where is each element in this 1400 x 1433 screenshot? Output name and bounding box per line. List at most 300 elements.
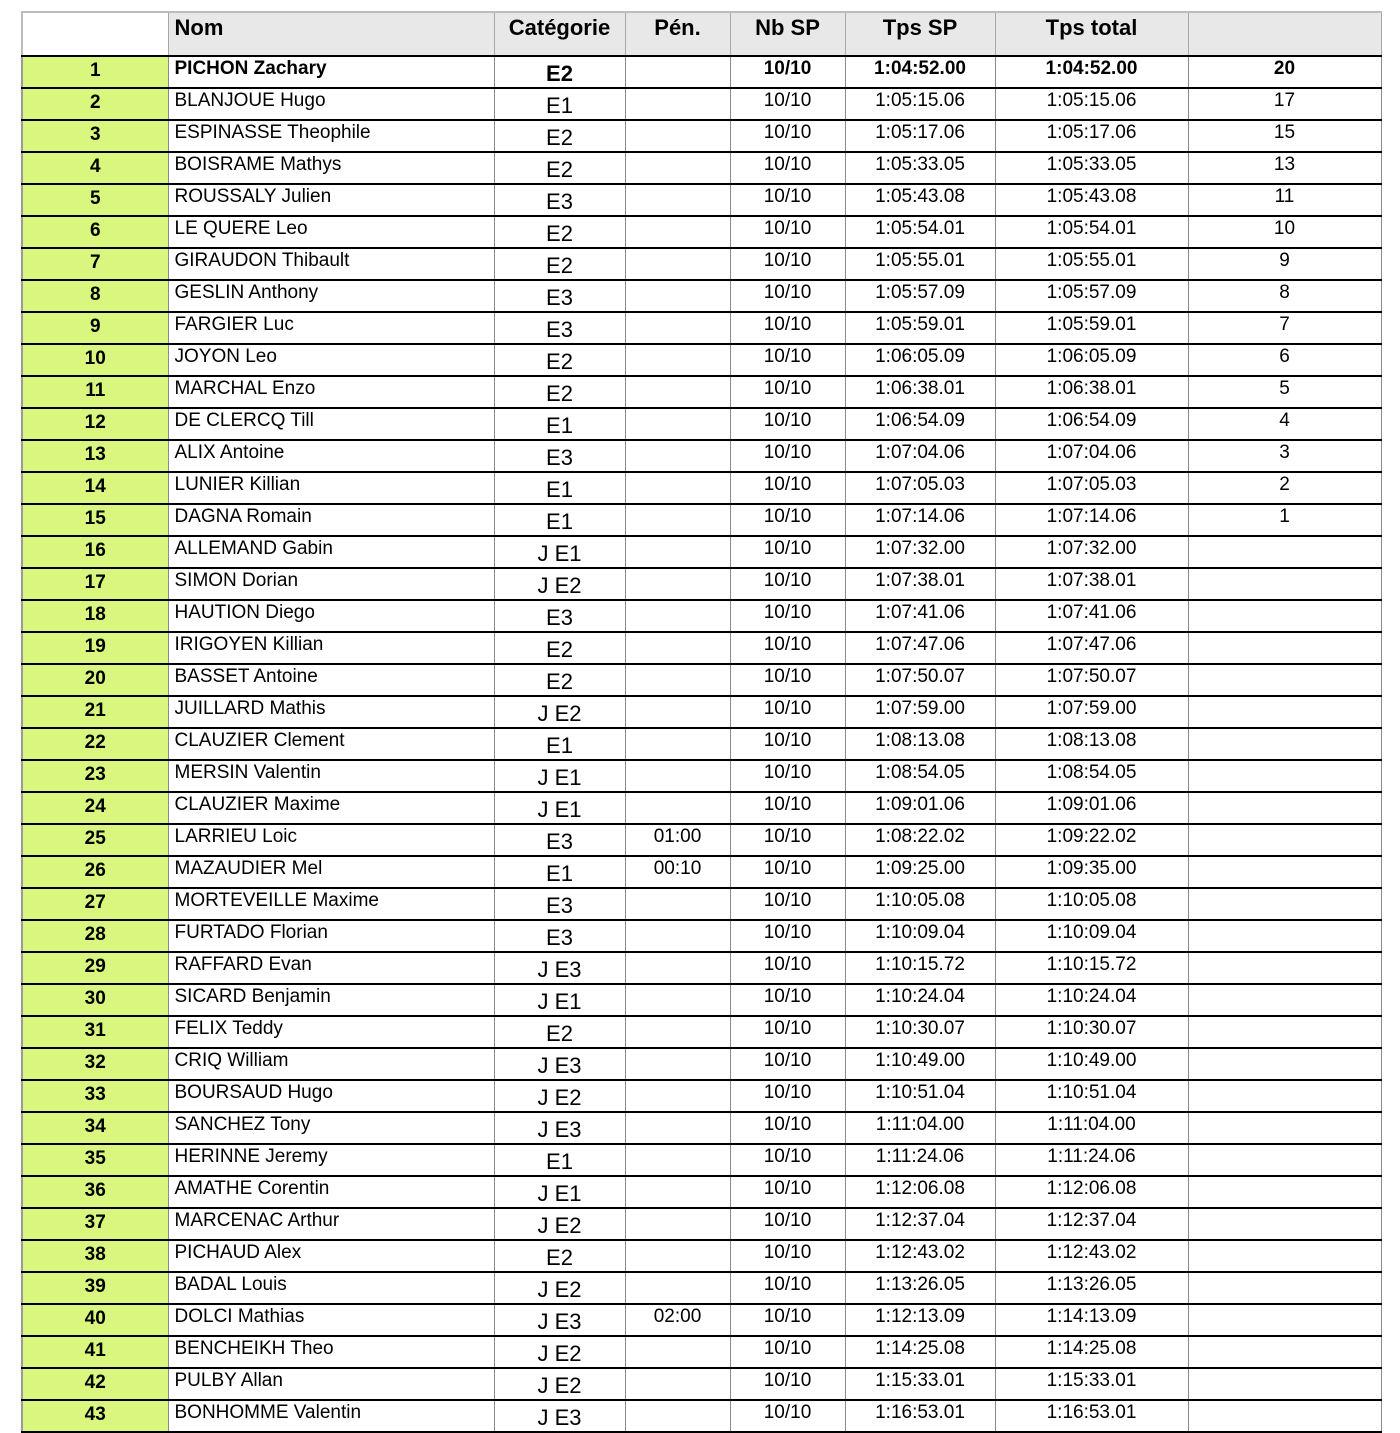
nb-sp-cell: 10/10 — [730, 280, 845, 312]
penalty-cell — [625, 792, 730, 824]
category-cell: E2 — [494, 664, 625, 696]
tps-total-cell: 1:05:17.06 — [995, 120, 1188, 152]
points-cell — [1188, 1048, 1381, 1080]
tps-sp-cell: 1:12:13.09 — [845, 1304, 995, 1336]
name-cell: CRIQ William — [168, 1048, 494, 1080]
nb-sp-cell: 10/10 — [730, 1272, 845, 1304]
penalty-cell — [625, 984, 730, 1016]
tps-total-cell: 1:07:50.07 — [995, 664, 1188, 696]
rank-cell: 36 — [22, 1176, 168, 1208]
nb-sp-cell: 10/10 — [730, 696, 845, 728]
tps-sp-cell: 1:10:05.08 — [845, 888, 995, 920]
nb-sp-cell: 10/10 — [730, 184, 845, 216]
penalty-cell — [625, 88, 730, 120]
points-cell — [1188, 568, 1381, 600]
tps-sp-cell: 1:06:38.01 — [845, 376, 995, 408]
header-tps-total[interactable]: Tps total — [995, 12, 1188, 56]
points-cell — [1188, 824, 1381, 856]
nb-sp-cell: 10/10 — [730, 760, 845, 792]
tps-sp-cell: 1:11:24.06 — [845, 1144, 995, 1176]
tps-sp-cell: 1:13:26.05 — [845, 1272, 995, 1304]
tps-sp-cell: 1:06:54.09 — [845, 408, 995, 440]
rank-cell: 2 — [22, 88, 168, 120]
penalty-cell — [625, 696, 730, 728]
table-row[interactable] — [22, 376, 1381, 408]
table-row[interactable] — [22, 536, 1381, 568]
table-row[interactable] — [22, 1336, 1381, 1368]
category-cell: E1 — [494, 728, 625, 760]
nb-sp-cell: 10/10 — [730, 1048, 845, 1080]
tps-sp-cell: 1:08:13.08 — [845, 728, 995, 760]
table-row[interactable] — [22, 1112, 1381, 1144]
tps-total-cell: 1:11:04.00 — [995, 1112, 1188, 1144]
penalty-cell — [625, 504, 730, 536]
category-cell: J E3 — [494, 1400, 625, 1432]
points-cell — [1188, 1272, 1381, 1304]
category-cell: J E2 — [494, 1272, 625, 1304]
table-row[interactable] — [22, 600, 1381, 632]
nb-sp-cell: 10/10 — [730, 88, 845, 120]
table-row[interactable] — [22, 344, 1381, 376]
tps-sp-cell: 1:12:43.02 — [845, 1240, 995, 1272]
table-row[interactable] — [22, 216, 1381, 248]
penalty-cell — [625, 888, 730, 920]
nb-sp-cell: 10/10 — [730, 568, 845, 600]
nb-sp-cell: 10/10 — [730, 1336, 845, 1368]
tps-sp-cell: 1:11:04.00 — [845, 1112, 995, 1144]
name-cell: DAGNA Romain — [168, 504, 494, 536]
points-cell — [1188, 1112, 1381, 1144]
name-cell: SANCHEZ Tony — [168, 1112, 494, 1144]
table-row[interactable] — [22, 1080, 1381, 1112]
table-row[interactable] — [22, 792, 1381, 824]
points-cell: 6 — [1188, 344, 1381, 376]
tps-total-cell: 1:12:43.02 — [995, 1240, 1188, 1272]
tps-sp-cell: 1:05:57.09 — [845, 280, 995, 312]
rank-cell: 22 — [22, 728, 168, 760]
category-cell: J E1 — [494, 1176, 625, 1208]
nb-sp-cell: 10/10 — [730, 600, 845, 632]
rank-cell: 13 — [22, 440, 168, 472]
name-cell: BOISRAME Mathys — [168, 152, 494, 184]
table-row[interactable] — [22, 440, 1381, 472]
rank-cell: 12 — [22, 408, 168, 440]
table-row[interactable] — [22, 1400, 1381, 1432]
name-cell: MERSIN Valentin — [168, 760, 494, 792]
name-cell: BADAL Louis — [168, 1272, 494, 1304]
points-cell — [1188, 1144, 1381, 1176]
table-row[interactable] — [22, 632, 1381, 664]
category-cell: E3 — [494, 312, 625, 344]
table-row[interactable] — [22, 248, 1381, 280]
penalty-cell — [625, 440, 730, 472]
category-cell: E1 — [494, 856, 625, 888]
category-cell: J E1 — [494, 984, 625, 1016]
tps-total-cell: 1:09:35.00 — [995, 856, 1188, 888]
penalty-cell — [625, 472, 730, 504]
name-cell: ROUSSALY Julien — [168, 184, 494, 216]
points-cell: 1 — [1188, 504, 1381, 536]
points-cell — [1188, 536, 1381, 568]
rank-cell: 18 — [22, 600, 168, 632]
table-row[interactable] — [22, 280, 1381, 312]
points-cell: 2 — [1188, 472, 1381, 504]
tps-sp-cell: 1:07:04.06 — [845, 440, 995, 472]
tps-sp-cell: 1:07:41.06 — [845, 600, 995, 632]
category-cell: E2 — [494, 632, 625, 664]
nb-sp-cell: 10/10 — [730, 1304, 845, 1336]
tps-total-cell: 1:14:25.08 — [995, 1336, 1188, 1368]
points-cell — [1188, 1368, 1381, 1400]
tps-total-cell: 1:04:52.00 — [995, 56, 1188, 88]
name-cell: HERINNE Jeremy — [168, 1144, 494, 1176]
tps-total-cell: 1:11:24.06 — [995, 1144, 1188, 1176]
points-cell — [1188, 664, 1381, 696]
tps-total-cell: 1:05:15.06 — [995, 88, 1188, 120]
table-row[interactable] — [22, 728, 1381, 760]
header-penalty[interactable]: Pén. — [625, 12, 730, 56]
category-cell: E3 — [494, 280, 625, 312]
name-cell: GESLIN Anthony — [168, 280, 494, 312]
points-cell: 13 — [1188, 152, 1381, 184]
name-cell: SIMON Dorian — [168, 568, 494, 600]
table-row[interactable] — [22, 88, 1381, 120]
points-cell — [1188, 1240, 1381, 1272]
table-body — [22, 56, 1381, 1432]
category-cell: E1 — [494, 472, 625, 504]
tps-sp-cell: 1:09:25.00 — [845, 856, 995, 888]
nb-sp-cell: 10/10 — [730, 408, 845, 440]
category-cell: E2 — [494, 248, 625, 280]
penalty-cell — [625, 248, 730, 280]
rank-cell: 32 — [22, 1048, 168, 1080]
category-cell: J E3 — [494, 952, 625, 984]
penalty-cell — [625, 920, 730, 952]
name-cell: BENCHEIKH Theo — [168, 1336, 494, 1368]
nb-sp-cell: 10/10 — [730, 1016, 845, 1048]
table-row[interactable] — [22, 984, 1381, 1016]
category-cell: E3 — [494, 600, 625, 632]
tps-total-cell: 1:07:38.01 — [995, 568, 1188, 600]
name-cell: SICARD Benjamin — [168, 984, 494, 1016]
nb-sp-cell: 10/10 — [730, 1368, 845, 1400]
points-cell: 9 — [1188, 248, 1381, 280]
table-row[interactable] — [22, 1144, 1381, 1176]
category-cell: E2 — [494, 1240, 625, 1272]
tps-total-cell: 1:13:26.05 — [995, 1272, 1188, 1304]
nb-sp-cell: 10/10 — [730, 1176, 845, 1208]
tps-total-cell: 1:10:51.04 — [995, 1080, 1188, 1112]
table-row[interactable] — [22, 888, 1381, 920]
tps-sp-cell: 1:10:15.72 — [845, 952, 995, 984]
points-cell — [1188, 1176, 1381, 1208]
category-cell: J E1 — [494, 536, 625, 568]
penalty-cell — [625, 1400, 730, 1432]
name-cell: DE CLERCQ Till — [168, 408, 494, 440]
nb-sp-cell: 10/10 — [730, 1400, 845, 1432]
points-cell: 5 — [1188, 376, 1381, 408]
penalty-cell — [625, 1208, 730, 1240]
rank-cell: 39 — [22, 1272, 168, 1304]
category-cell: E2 — [494, 56, 625, 88]
category-cell: E2 — [494, 376, 625, 408]
tps-sp-cell: 1:05:54.01 — [845, 216, 995, 248]
points-cell: 17 — [1188, 88, 1381, 120]
rank-cell: 21 — [22, 696, 168, 728]
rank-cell: 42 — [22, 1368, 168, 1400]
rank-cell: 3 — [22, 120, 168, 152]
rank-cell: 43 — [22, 1400, 168, 1432]
category-cell: E3 — [494, 920, 625, 952]
table-row[interactable] — [22, 1176, 1381, 1208]
table-row[interactable] — [22, 120, 1381, 152]
category-cell: E2 — [494, 216, 625, 248]
tps-sp-cell: 1:07:32.00 — [845, 536, 995, 568]
penalty-cell — [625, 312, 730, 344]
rank-cell: 5 — [22, 184, 168, 216]
tps-sp-cell: 1:04:52.00 — [845, 56, 995, 88]
name-cell: MORTEVEILLE Maxime — [168, 888, 494, 920]
name-cell: LUNIER Killian — [168, 472, 494, 504]
points-cell — [1188, 1400, 1381, 1432]
points-cell: 3 — [1188, 440, 1381, 472]
table-row[interactable] — [22, 568, 1381, 600]
nb-sp-cell: 10/10 — [730, 664, 845, 696]
rank-cell: 33 — [22, 1080, 168, 1112]
category-cell: J E2 — [494, 568, 625, 600]
name-cell: LARRIEU Loic — [168, 824, 494, 856]
table-row[interactable] — [22, 696, 1381, 728]
penalty-cell — [625, 1176, 730, 1208]
penalty-cell — [625, 280, 730, 312]
points-cell — [1188, 1080, 1381, 1112]
tps-sp-cell: 1:05:17.06 — [845, 120, 995, 152]
category-cell: E1 — [494, 408, 625, 440]
points-cell: 10 — [1188, 216, 1381, 248]
table-row[interactable] — [22, 856, 1381, 888]
category-cell: J E2 — [494, 1336, 625, 1368]
table-row[interactable] — [22, 824, 1381, 856]
name-cell: FURTADO Florian — [168, 920, 494, 952]
rank-cell: 17 — [22, 568, 168, 600]
name-cell: MARCHAL Enzo — [168, 376, 494, 408]
name-cell: ALLEMAND Gabin — [168, 536, 494, 568]
tps-total-cell: 1:06:38.01 — [995, 376, 1188, 408]
penalty-cell — [625, 600, 730, 632]
points-cell: 7 — [1188, 312, 1381, 344]
name-cell: ALIX Antoine — [168, 440, 494, 472]
tps-sp-cell: 1:14:25.08 — [845, 1336, 995, 1368]
penalty-cell — [625, 536, 730, 568]
points-cell — [1188, 1336, 1381, 1368]
tps-total-cell: 1:10:24.04 — [995, 984, 1188, 1016]
rank-cell: 35 — [22, 1144, 168, 1176]
name-cell: IRIGOYEN Killian — [168, 632, 494, 664]
table-row[interactable] — [22, 952, 1381, 984]
rank-cell: 27 — [22, 888, 168, 920]
header-category[interactable]: Catégorie — [494, 12, 625, 56]
rank-cell: 4 — [22, 152, 168, 184]
penalty-cell — [625, 216, 730, 248]
tps-total-cell: 1:10:05.08 — [995, 888, 1188, 920]
table-row[interactable] — [22, 760, 1381, 792]
rank-cell: 41 — [22, 1336, 168, 1368]
tps-total-cell: 1:07:59.00 — [995, 696, 1188, 728]
name-cell: PICHAUD Alex — [168, 1240, 494, 1272]
name-cell: BONHOMME Valentin — [168, 1400, 494, 1432]
points-cell: 15 — [1188, 120, 1381, 152]
rank-cell: 19 — [22, 632, 168, 664]
penalty-cell — [625, 1144, 730, 1176]
tps-sp-cell: 1:05:59.01 — [845, 312, 995, 344]
table-row[interactable] — [22, 664, 1381, 696]
table-row[interactable] — [22, 504, 1381, 536]
tps-sp-cell: 1:10:49.00 — [845, 1048, 995, 1080]
rank-cell: 25 — [22, 824, 168, 856]
category-cell: E3 — [494, 184, 625, 216]
rank-cell: 26 — [22, 856, 168, 888]
nb-sp-cell: 10/10 — [730, 888, 845, 920]
points-cell — [1188, 984, 1381, 1016]
name-cell: BASSET Antoine — [168, 664, 494, 696]
nb-sp-cell: 10/10 — [730, 312, 845, 344]
points-cell — [1188, 1016, 1381, 1048]
nb-sp-cell: 10/10 — [730, 504, 845, 536]
points-cell — [1188, 760, 1381, 792]
tps-sp-cell: 1:08:54.05 — [845, 760, 995, 792]
tps-total-cell: 1:10:49.00 — [995, 1048, 1188, 1080]
category-cell: E3 — [494, 440, 625, 472]
nb-sp-cell: 10/10 — [730, 56, 845, 88]
table-row[interactable] — [22, 152, 1381, 184]
tps-sp-cell: 1:07:38.01 — [845, 568, 995, 600]
category-cell: E3 — [494, 888, 625, 920]
tps-total-cell: 1:12:37.04 — [995, 1208, 1188, 1240]
penalty-cell — [625, 568, 730, 600]
points-cell — [1188, 632, 1381, 664]
name-cell: MARCENAC Arthur — [168, 1208, 494, 1240]
header-name[interactable]: Nom — [168, 12, 494, 56]
header-row — [22, 12, 1381, 56]
name-cell: HAUTION Diego — [168, 600, 494, 632]
category-cell: J E2 — [494, 1080, 625, 1112]
category-cell: E1 — [494, 88, 625, 120]
penalty-cell — [625, 1272, 730, 1304]
nb-sp-cell: 10/10 — [730, 344, 845, 376]
category-cell: E1 — [494, 1144, 625, 1176]
tps-total-cell: 1:07:05.03 — [995, 472, 1188, 504]
penalty-cell — [625, 952, 730, 984]
name-cell: CLAUZIER Maxime — [168, 792, 494, 824]
name-cell: FELIX Teddy — [168, 1016, 494, 1048]
rank-cell: 23 — [22, 760, 168, 792]
rank-cell: 14 — [22, 472, 168, 504]
nb-sp-cell: 10/10 — [730, 1080, 845, 1112]
tps-total-cell: 1:07:04.06 — [995, 440, 1188, 472]
rank-cell: 37 — [22, 1208, 168, 1240]
tps-total-cell: 1:05:55.01 — [995, 248, 1188, 280]
table-row[interactable] — [22, 1240, 1381, 1272]
nb-sp-cell: 10/10 — [730, 952, 845, 984]
nb-sp-cell: 10/10 — [730, 152, 845, 184]
penalty-cell: 02:00 — [625, 1304, 730, 1336]
points-cell — [1188, 1208, 1381, 1240]
tps-total-cell: 1:08:54.05 — [995, 760, 1188, 792]
name-cell: PULBY Allan — [168, 1368, 494, 1400]
tps-sp-cell: 1:12:37.04 — [845, 1208, 995, 1240]
tps-sp-cell: 1:10:51.04 — [845, 1080, 995, 1112]
table-row[interactable] — [22, 408, 1381, 440]
results-table — [21, 11, 1382, 1433]
tps-total-cell: 1:09:01.06 — [995, 792, 1188, 824]
nb-sp-cell: 10/10 — [730, 376, 845, 408]
points-cell — [1188, 728, 1381, 760]
table-row[interactable] — [22, 1368, 1381, 1400]
table-row[interactable] — [22, 1016, 1381, 1048]
nb-sp-cell: 10/10 — [730, 1240, 845, 1272]
nb-sp-cell: 10/10 — [730, 472, 845, 504]
name-cell: JOYON Leo — [168, 344, 494, 376]
name-cell: FARGIER Luc — [168, 312, 494, 344]
nb-sp-cell: 10/10 — [730, 920, 845, 952]
rank-cell: 8 — [22, 280, 168, 312]
tps-sp-cell: 1:10:30.07 — [845, 1016, 995, 1048]
name-cell: CLAUZIER Clement — [168, 728, 494, 760]
penalty-cell — [625, 664, 730, 696]
tps-sp-cell: 1:10:09.04 — [845, 920, 995, 952]
points-cell — [1188, 856, 1381, 888]
table-row[interactable] — [22, 1208, 1381, 1240]
name-cell: GIRAUDON Thibault — [168, 248, 494, 280]
penalty-cell — [625, 1368, 730, 1400]
penalty-cell — [625, 120, 730, 152]
nb-sp-cell: 10/10 — [730, 728, 845, 760]
rank-cell: 30 — [22, 984, 168, 1016]
table-row[interactable] — [22, 184, 1381, 216]
rank-cell: 1 — [22, 56, 168, 88]
category-cell: J E1 — [494, 792, 625, 824]
header-tps-sp[interactable]: Tps SP — [845, 12, 995, 56]
table-row[interactable] — [22, 1272, 1381, 1304]
tps-sp-cell: 1:10:24.04 — [845, 984, 995, 1016]
table-row[interactable] — [22, 56, 1381, 88]
penalty-cell: 00:10 — [625, 856, 730, 888]
rank-cell: 28 — [22, 920, 168, 952]
tps-sp-cell: 1:06:05.09 — [845, 344, 995, 376]
rank-cell: 9 — [22, 312, 168, 344]
tps-sp-cell: 1:16:53.01 — [845, 1400, 995, 1432]
table-header — [22, 12, 1381, 56]
name-cell: MAZAUDIER Mel — [168, 856, 494, 888]
table-row[interactable] — [22, 312, 1381, 344]
penalty-cell — [625, 184, 730, 216]
tps-total-cell: 1:12:06.08 — [995, 1176, 1188, 1208]
rank-cell: 15 — [22, 504, 168, 536]
points-cell — [1188, 600, 1381, 632]
table-row[interactable] — [22, 472, 1381, 504]
penalty-cell — [625, 728, 730, 760]
tps-total-cell: 1:09:22.02 — [995, 824, 1188, 856]
penalty-cell — [625, 376, 730, 408]
header-nb-sp[interactable]: Nb SP — [730, 12, 845, 56]
points-cell: 20 — [1188, 56, 1381, 88]
penalty-cell — [625, 56, 730, 88]
table-row[interactable] — [22, 1048, 1381, 1080]
table-row[interactable] — [22, 920, 1381, 952]
name-cell: BLANJOUE Hugo — [168, 88, 494, 120]
nb-sp-cell: 10/10 — [730, 1144, 845, 1176]
table-row[interactable] — [22, 1304, 1381, 1336]
